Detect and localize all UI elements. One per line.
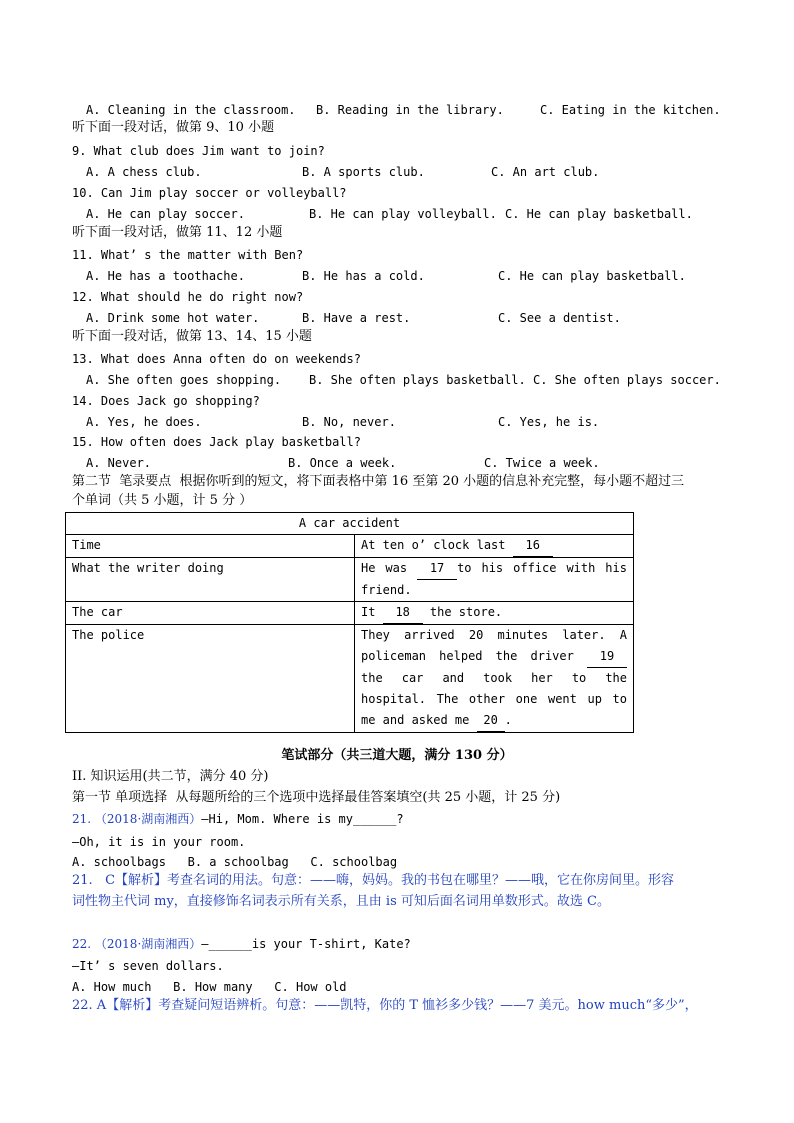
row-label: The police (66, 625, 355, 733)
row-value: He was 17 to his office with his friend. (355, 558, 634, 602)
question-11: 11. What’ s the matter with Ben? (72, 248, 304, 262)
q13-option-c: C. She often plays soccer. (533, 373, 721, 387)
q21-text: —Hi, Mom. Where is my______? (201, 812, 404, 826)
dialogue-9-10-instruction: 听下面一段对话，做第 9、10 小题 (72, 120, 275, 135)
section1-instruction: 第一节 单项选择 从每题所给的三个选项中选择最佳答案填空(共 25 小题，计 25 分) (72, 790, 561, 805)
q10-option-c: C. He can play basketball. (505, 207, 693, 221)
q11-option-c: C. He can play basketball. (498, 269, 686, 283)
blank-17: 17 (417, 558, 457, 580)
section2-instruction-line1: 第二节 笔录要点 根据你听到的短文，将下面表格中第 16 至第 20 小题的信息补充完整，每小题不超过三 (72, 474, 685, 489)
q11-options (86, 267, 686, 285)
q22-reply: —It’ s seven dollars. (72, 959, 224, 973)
q12-option-a: A. Drink some hot water. (86, 311, 260, 325)
car-accident-table (65, 512, 634, 733)
row-value: They arrived 20 minutes later. A policeman helped the driver 19 the car and took her to the hospital. The other one went up to me and asked me 20 . (355, 625, 634, 733)
question-10: 10. Can Jim play soccer or volleyball? (72, 186, 347, 200)
q21-reply: —Oh, it is in your room. (72, 835, 246, 849)
question-22 (72, 935, 411, 953)
dialogue-11-12-instruction: 听下面一段对话，做第 11、12 小题 (72, 225, 283, 240)
q13-options (86, 371, 721, 389)
question-15: 15. How often does Jack play basketball? (72, 435, 361, 449)
q21-answer-line1: 21. C【解析】考查名词的用法。句意：——嗨，妈妈。我的书包在哪里？——哦，它在你房间里。形容 (72, 873, 675, 888)
question-14: 14. Does Jack go shopping? (72, 394, 260, 408)
q14-option-c: C. Yes, he is. (498, 415, 600, 429)
row-label: What the writer doing (66, 558, 355, 602)
question-21 (72, 810, 404, 828)
part2-title: II. 知识运用(共二节，满分 40 分) (72, 769, 269, 784)
q21-source: 21. （2018·湖南湘西） (72, 812, 202, 826)
blank-20: 20 (477, 710, 505, 732)
q13-option-b: B. She often plays basketball. (309, 373, 526, 387)
q11-option-a: A. He has a toothache. (86, 269, 245, 283)
q22-answer-line1: 22. A【解析】考查疑问短语辨析。句意：——凯特，你的 T 恤衫多少钱？——7 美元。how much“多少”， (72, 998, 698, 1013)
question-13: 13. What does Anna often do on weekends? (72, 352, 361, 366)
blank-16: 16 (513, 535, 553, 557)
q10-option-a: A. He can play soccer. (86, 207, 245, 221)
q21-answer-line2: 词性物主代词 my，直接修饰名词表示所有关系，且由 is 可知后面名词用单数形式。故选 C。 (72, 894, 610, 909)
q9-option-c: C. An art club. (491, 165, 600, 179)
q12-option-b: B. Have a rest. (302, 311, 411, 325)
q12-option-c: C. See a dentist. (498, 311, 621, 325)
row-value: At ten o’ clock last 16 (355, 535, 634, 558)
q8-options (86, 101, 721, 119)
q9-option-a: A. A chess club. (86, 165, 202, 179)
q9-option-b: B. A sports club. (302, 165, 425, 179)
blank-19: 19 (587, 646, 627, 668)
q15-options (86, 454, 600, 472)
row-label: Time (66, 535, 355, 558)
q8-option-b: B. Reading in the library. (316, 103, 504, 117)
section2-instruction-line2: 个单词（共 5 小题，计 5 分 ） (72, 493, 253, 508)
q15-option-b: B. Once a week. (288, 456, 397, 470)
q8-option-a: A. Cleaning in the classroom. (86, 103, 296, 117)
table-row (66, 602, 634, 625)
q14-option-b: B. No, never. (302, 415, 396, 429)
q12-options (86, 309, 621, 327)
q22-text: —______is your T-shirt, Kate? (201, 937, 411, 951)
q15-option-c: C. Twice a week. (484, 456, 600, 470)
q21-options: A. schoolbags B. a schoolbag C. schoolbag (72, 855, 398, 869)
q22-source: 22. （2018·湖南湘西） (72, 937, 202, 951)
q15-option-a: A. Never. (86, 456, 152, 470)
row-value: It 18 the store. (355, 602, 634, 625)
q22-options: A. How much B. How many C. How old (72, 980, 347, 994)
q10-options (86, 205, 693, 223)
q8-option-c: C. Eating in the kitchen. (540, 103, 721, 117)
q10-option-b: B. He can play volleyball. (309, 207, 497, 221)
table-row (66, 558, 634, 602)
q9-options (86, 163, 600, 181)
q11-option-b: B. He has a cold. (302, 269, 425, 283)
dialogue-13-15-instruction: 听下面一段对话，做第 13、14、15 小题 (72, 329, 312, 344)
question-9: 9. What club does Jim want to join? (72, 144, 325, 158)
q14-option-a: A. Yes, he does. (86, 415, 202, 429)
question-12: 12. What should he do right now? (72, 290, 304, 304)
q13-option-a: A. She often goes shopping. (86, 373, 282, 387)
written-part-heading: 笔试部分（共三道大题，满分 130 分） (281, 748, 513, 763)
table-title: A car accident (66, 513, 634, 535)
table-row (66, 535, 634, 558)
table-title-row (66, 513, 634, 535)
blank-18: 18 (383, 602, 423, 624)
row-label: The car (66, 602, 355, 625)
q14-options (86, 413, 600, 431)
table-row (66, 625, 634, 733)
